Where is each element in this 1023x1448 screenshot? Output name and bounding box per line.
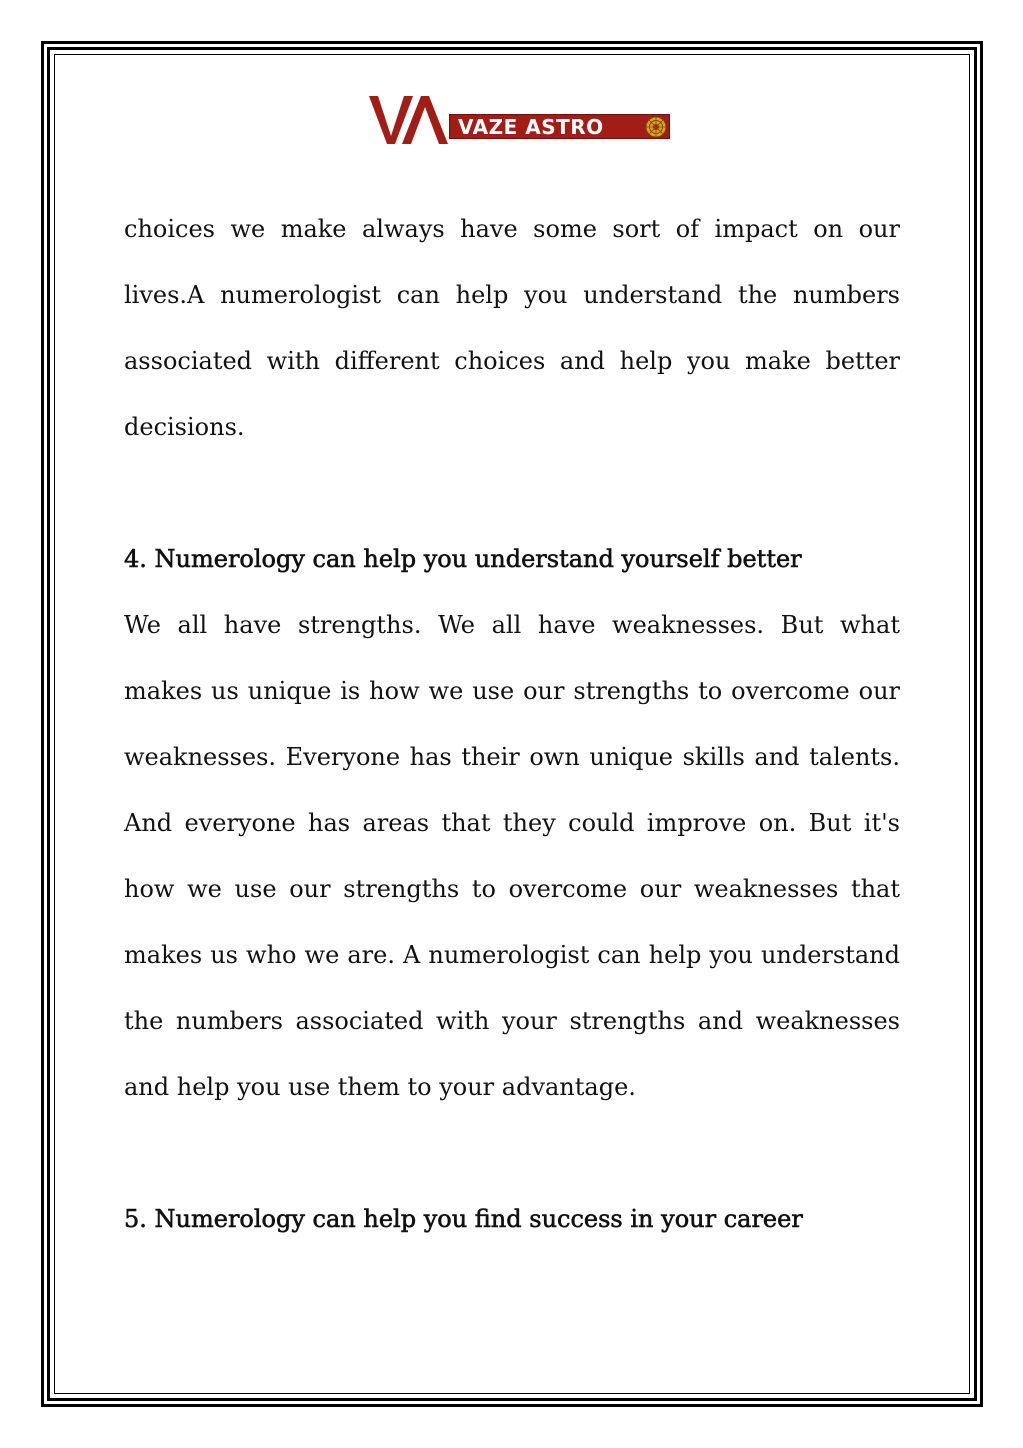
heading-career-success: 5. Numerology can help you find success in your career bbox=[124, 1205, 803, 1233]
paragraph-spacer bbox=[124, 460, 900, 526]
logo-text: VAZE ASTRO bbox=[458, 115, 604, 139]
va-logo-mark bbox=[369, 94, 457, 146]
vaze-astro-logo bbox=[369, 94, 671, 146]
paragraph-strengths: We all have strengths. We all have weaknesses. But what makes us unique is how we use our strengths to overcome our weaknesses. Everyone has their own unique skills and talents. And everyone has areas that they could improve on. But it's how we use our strengths to overcome our weaknesses that makes us who we are. A numerologist can help you understand the numbers associated with your strengths and weaknesses and help you use them to your advantage. bbox=[124, 611, 900, 1101]
paragraph-spacer bbox=[124, 1120, 900, 1186]
logo-banner bbox=[449, 114, 670, 139]
document-body bbox=[124, 196, 900, 1252]
zodiac-wheel-icon bbox=[645, 116, 667, 138]
heading-understand-yourself: 4. Numerology can help you understand yourself better bbox=[124, 545, 802, 573]
paragraph-choices: choices we make always have some sort of impact on our lives.A numerologist can help you understand the numbers associated with different choices and help you make better decisions. bbox=[124, 215, 900, 441]
